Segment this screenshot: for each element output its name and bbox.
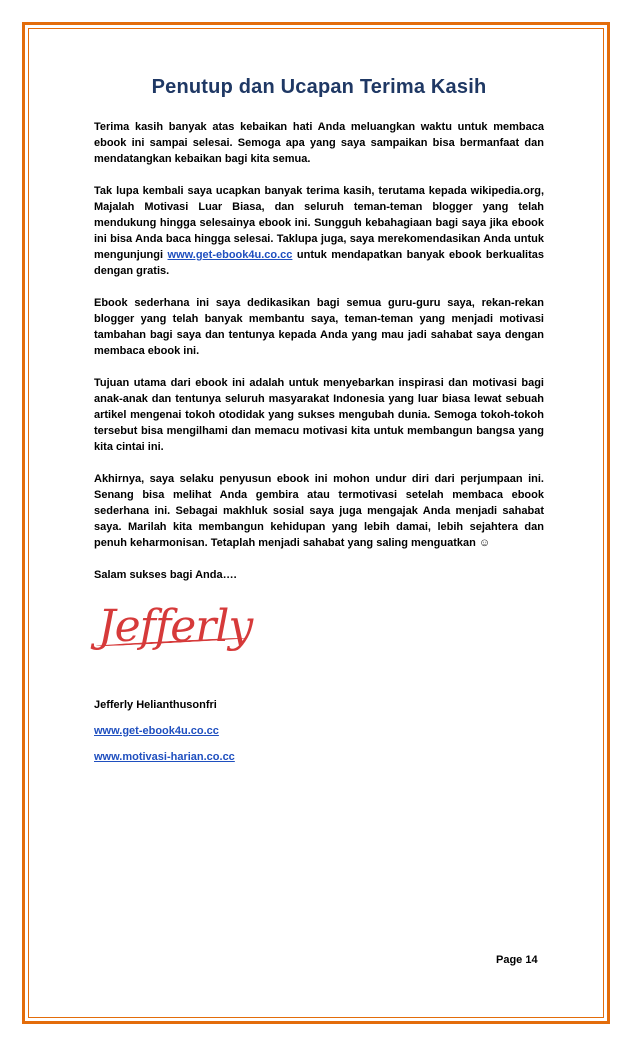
website-link-ebook[interactable] xyxy=(94,725,544,737)
website-link-ebook-text[interactable]: www.get-ebook4u.co.cc xyxy=(94,725,219,737)
paragraph-acknowledgements-tail: untuk mendapatkan banyak ebook berkualitas dengan gratis. xyxy=(94,249,544,277)
inline-link-get-ebook[interactable]: www.get-ebook4u.co.cc xyxy=(167,249,293,261)
page-number: Page 14 xyxy=(496,954,538,966)
paragraph-closing: Akhirnya, saya selaku penyusun ebook ini mohon undur diri dari perjumpaan ini. Senang bisa melihat Anda gembira atau termotivasi setelah membaca ebook sederhana ini. Sebagai makhluk sosial saya juga mengajak Anda menjadi sahabat saya. Marilah kita membangun kehidupan yang lebih damai, lebih sejahtera dan penuh keharmonisan. Tetaplah menjadi sahabat yang saling menguatkan ☺ xyxy=(94,473,544,549)
page-content xyxy=(94,76,544,777)
author-name: Jefferly Helianthusonfri xyxy=(94,699,217,711)
paragraph-thanks: Terima kasih banyak atas kebaikan hati Anda meluangkan waktu untuk membaca ebook ini sampai selesai. Semoga apa yang saya sampaikan bisa bermanfaat dan mendatangkan kebaikan bagi kita semua. xyxy=(94,121,544,165)
website-link-motivasi[interactable] xyxy=(94,751,544,763)
paragraph-greeting: Salam sukses bagi Anda…. xyxy=(94,569,237,581)
paragraph-purpose: Tujuan utama dari ebook ini adalah untuk menyebarkan inspirasi dan motivasi bagi anak-anak dan tentunya seluruh masyarakat Indonesia yang luar biasa lewat sebuah artikel mengenai tokoh otodidak yang sukses mengubah dunia. Semoga tokoh-tokoh tersebut bisa mengilhami dan memacu motivasi kita untuk membangun bangsa yang kita cintai ini. xyxy=(94,377,544,453)
paragraph-dedication: Ebook sederhana ini saya dedikasikan bagi semua guru-guru saya, rekan-rekan blogger yang telah banyak membantu saya, teman-teman yang menjadi motivasi tambahan bagi saya dan tentunya kepada Anda yang mau jadi sahabat saya dengan membaca ebook ini. xyxy=(94,297,544,357)
paragraph-acknowledgements-text: Tak lupa kembali saya ucapkan banyak terima kasih, terutama kepada wikipedia.org, Majalah Motivasi Luar Biasa, dan seluruh teman-teman blogger yang telah mendukung hingga selesainya ebook ini. Sungguh kebahagiaan bagi saya jika ebook ini bisa Anda baca hingga selesai. Taklupa juga, saya merekomendasikan Anda untuk mengunjungi xyxy=(94,185,544,261)
page-title: Penutup dan Ucapan Terima Kasih xyxy=(151,76,487,98)
signature-image xyxy=(94,599,544,669)
signature-text: Jefferly xyxy=(98,601,253,652)
website-link-motivasi-text[interactable]: www.motivasi-harian.co.cc xyxy=(94,751,235,763)
paragraph-acknowledgements xyxy=(94,183,544,279)
